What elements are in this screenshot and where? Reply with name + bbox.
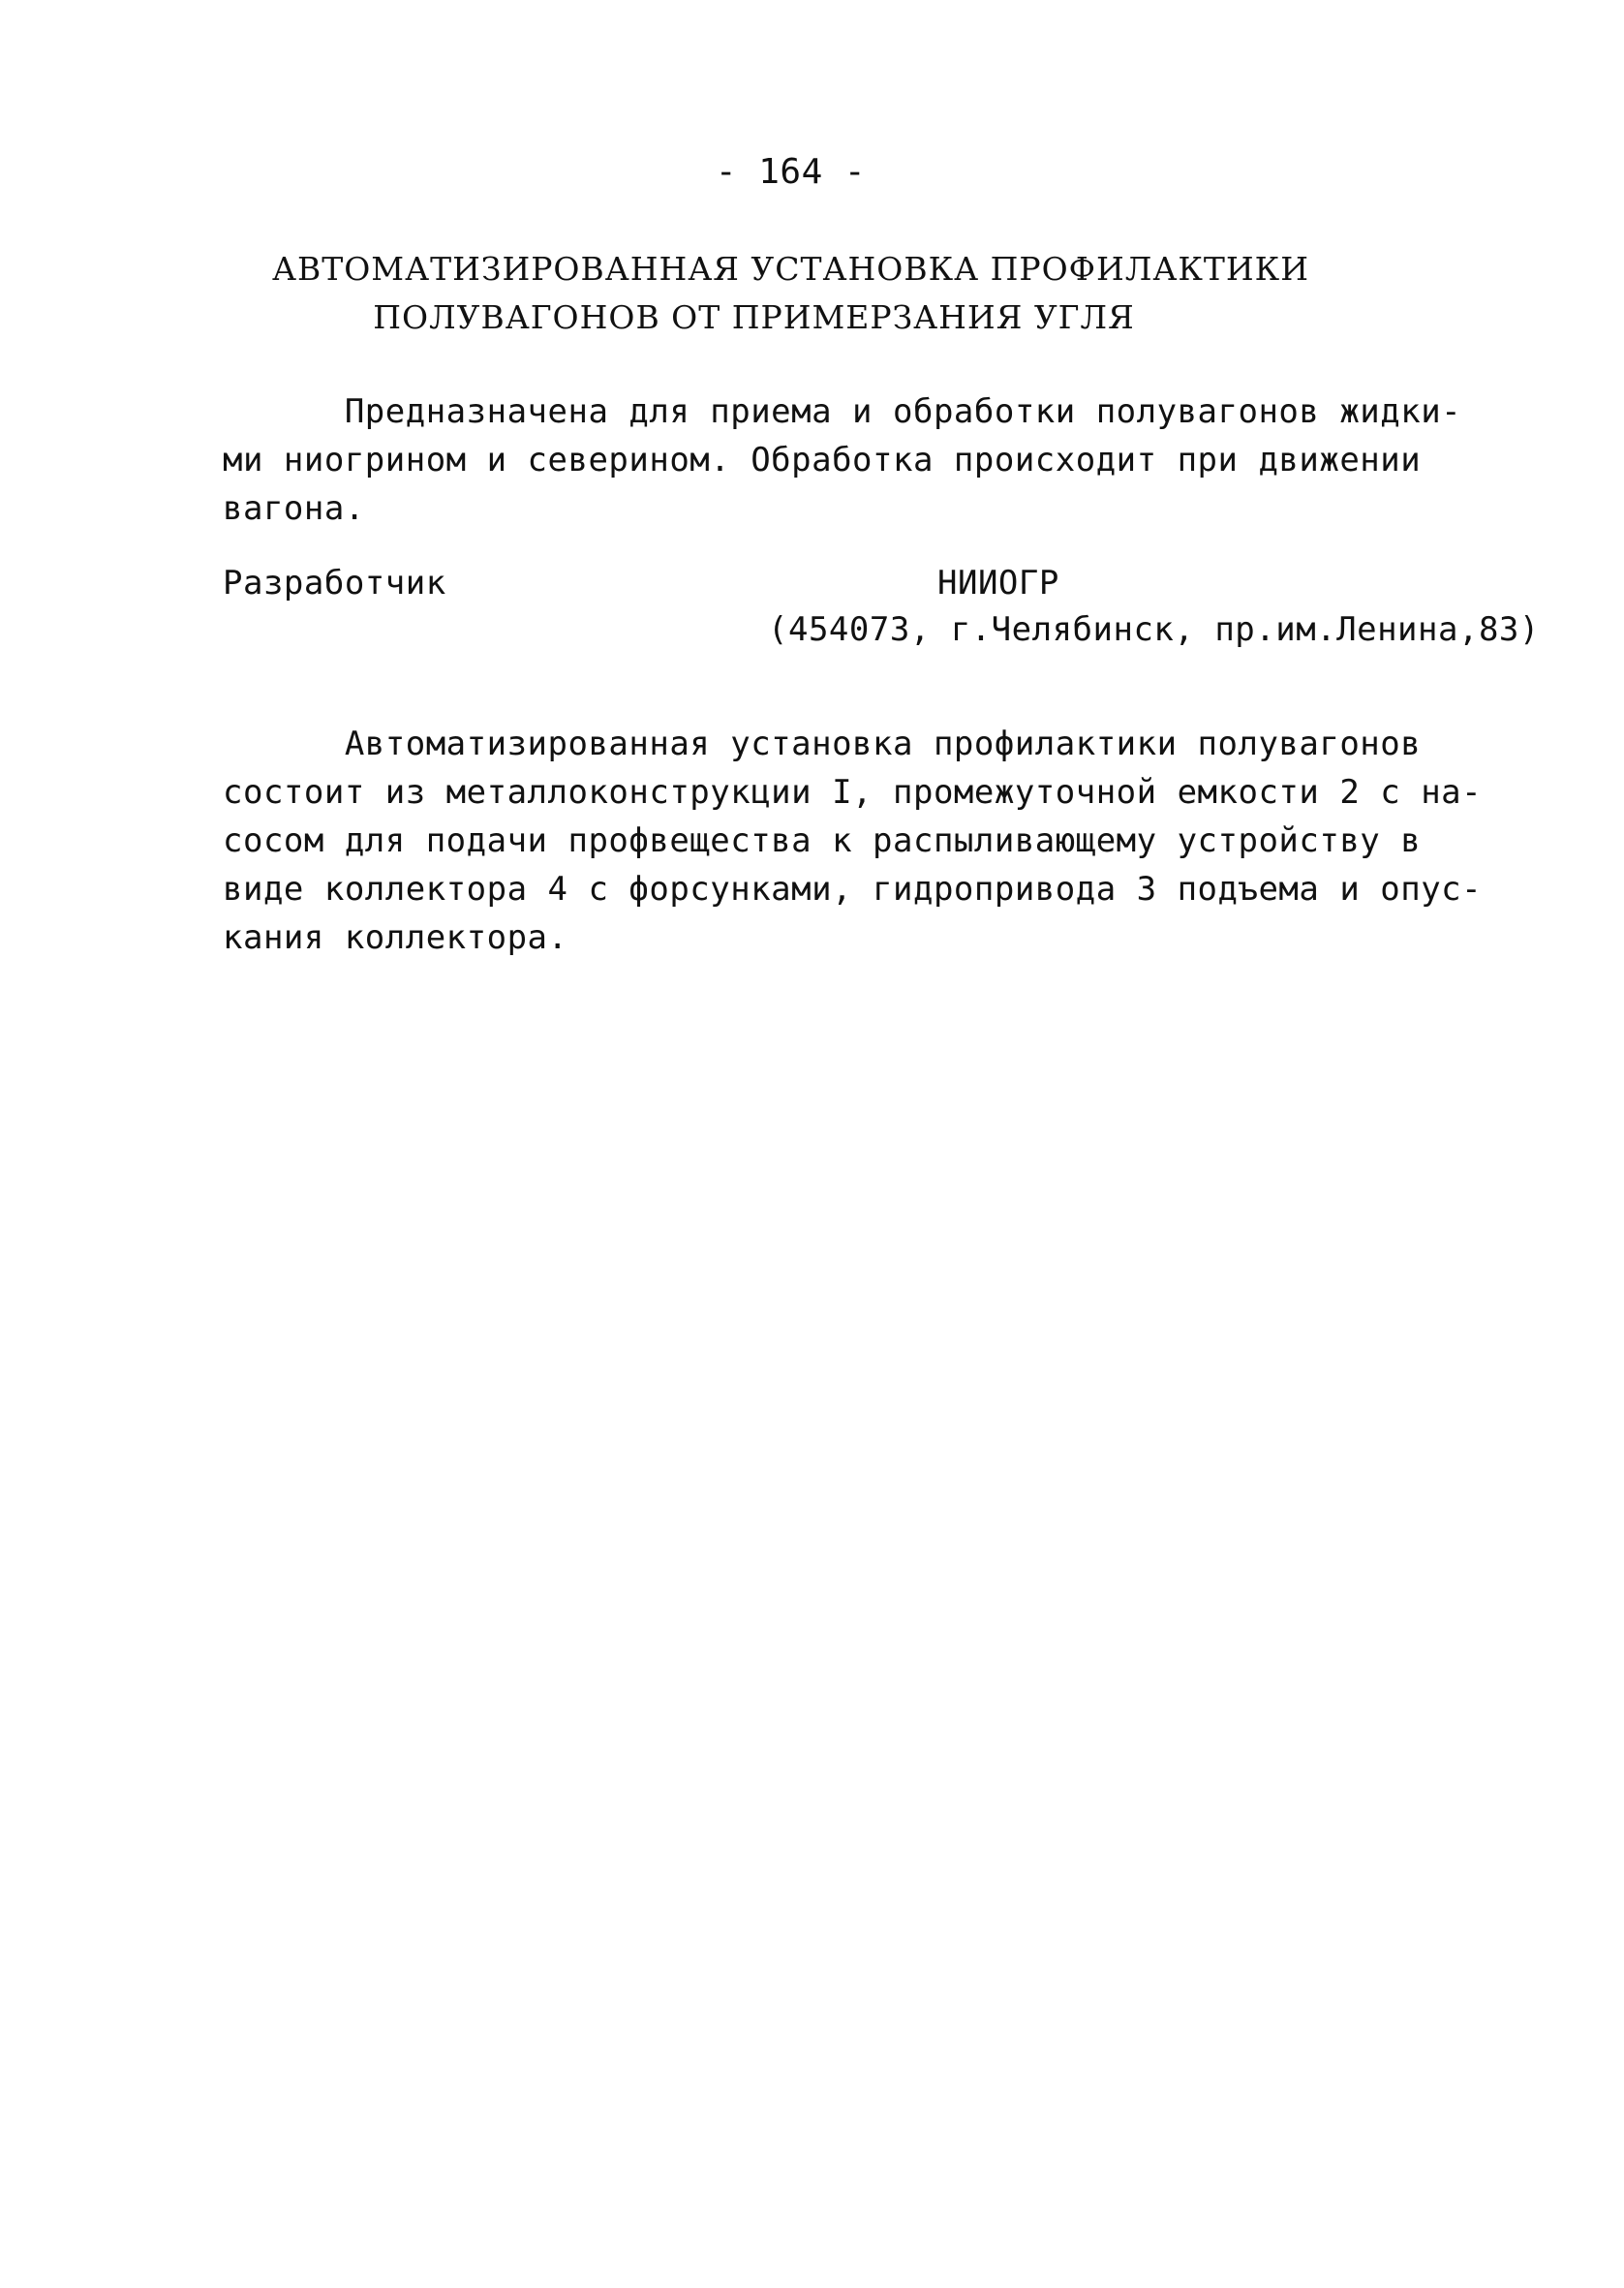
description-line: виде коллектора 4 с форсунками, гидропривода 3 подъема и опус- xyxy=(223,870,1483,909)
description-line: кания коллектора. xyxy=(223,918,568,957)
description-line: сосом для подачи профвещества к распыливающему устройству в xyxy=(223,821,1422,860)
document-title-line-1: АВТОМАТИЗИРОВАННАЯ УСТАНОВКА ПРОФИЛАКТИКИ xyxy=(272,250,1309,288)
purpose-line: ми ниогрином и северином. Обработка происходит при движении xyxy=(223,441,1422,479)
developer-label: Разработчик xyxy=(223,564,446,603)
purpose-line: вагона. xyxy=(223,489,365,528)
description-line: Автоматизированная установка профилактики полувагонов xyxy=(223,725,1422,763)
developer-address: (454073, г.Челябинск, пр.им.Ленина,83) xyxy=(768,610,1540,649)
developer-organization: НИИОГР xyxy=(937,564,1059,603)
description-line: состоит из металлоконструкции I, промежуточной емкости 2 с на- xyxy=(223,773,1483,812)
purpose-line: Предназначена для приема и обработки полувагонов жидки- xyxy=(223,392,1462,431)
page-number: - 164 - xyxy=(715,152,867,192)
document-title-line-2: ПОЛУВАГОНОВ ОТ ПРИМЕРЗАНИЯ УГЛЯ xyxy=(373,298,1135,336)
